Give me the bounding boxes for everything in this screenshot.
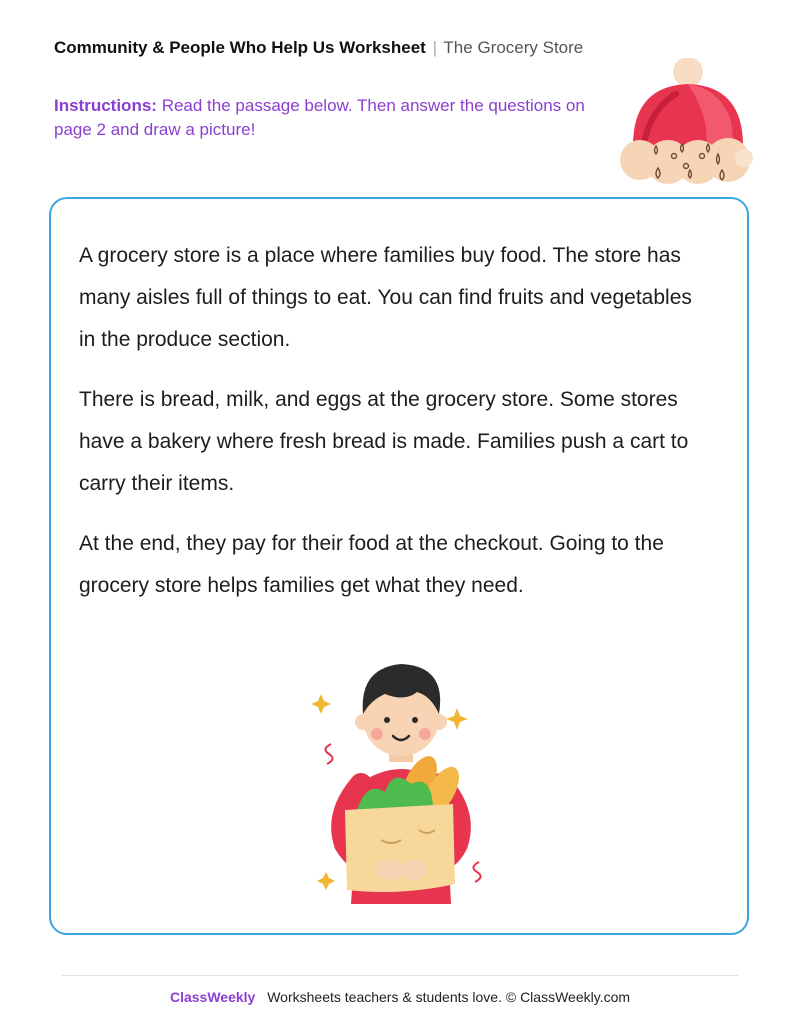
worksheet-subtitle: The Grocery Store — [443, 38, 584, 57]
passage-paragraph: At the end, they pay for their food at the checkout. Going to the grocery store helps families get what they need. — [79, 532, 664, 597]
winter-hat-icon — [618, 58, 758, 188]
instructions-text: Read the passage below. Then answer the questions on page 2 and draw a picture! — [54, 96, 585, 139]
passage — [79, 235, 699, 625]
worksheet-title: Community & People Who Help Us Worksheet — [54, 38, 426, 57]
passage-paragraph: There is bread, milk, and eggs at the grocery store. Some stores have a bakery where fresh bread is made. Families push a cart to carry their items. — [79, 388, 689, 495]
passage-paragraph: A grocery store is a place where families buy food. The store has many aisles full of things to eat. You can find fruits and vegetables in the produce section. — [79, 244, 692, 351]
footer-divider — [62, 975, 738, 976]
child-holding-grocery-bag — [301, 644, 501, 909]
passage-card — [49, 197, 749, 935]
instructions — [54, 94, 614, 142]
footer-tagline: Worksheets teachers & students love. — [267, 989, 502, 1005]
footer — [0, 989, 800, 1005]
footer-copyright: © ClassWeekly.com — [505, 989, 631, 1005]
footer-brand: ClassWeekly — [169, 989, 256, 1005]
header-separator: | — [432, 38, 437, 57]
worksheet-header — [54, 38, 583, 58]
instructions-label: Instructions: — [54, 96, 157, 115]
